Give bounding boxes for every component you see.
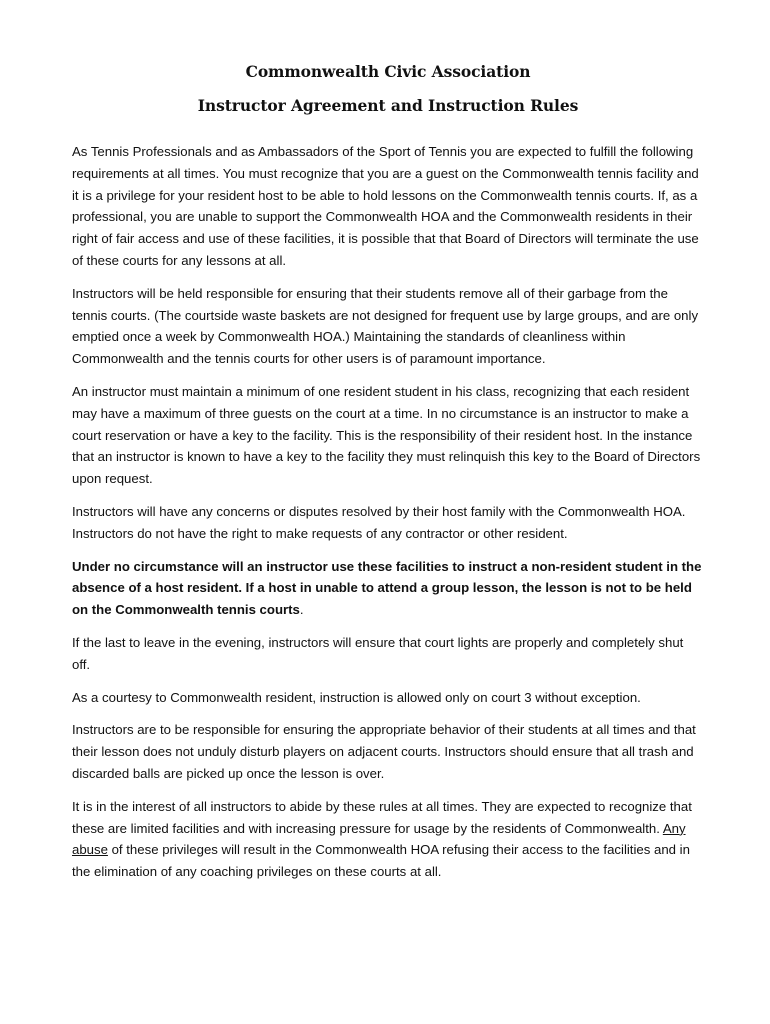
- non-resident-rule-end: .: [299, 602, 304, 618]
- document-title: Instructor Agreement and Instruction Rules: [197, 96, 579, 115]
- abide-rules-start: It is in the interest of all instructors to abide by these rules at all times. They are expected to recognize that these are limited facilities and with increasing pressure for usage by the residents of Commonwealth.: [72, 798, 692, 836]
- paragraph-behavior: Instructors are to be responsible for ensuring the appropriate behavior of their students at all times and that their lesson does not unduly disturb players on adjacent courts. Instructors should ensure that all trash and discarded balls are picked up once the lesson is over.: [72, 722, 696, 781]
- paragraph-disputes: Instructors will have any concerns or disputes resolved by their host family with the Commonwealth HOA. Instructors do not have the right to make requests of any contractor or other resident.: [72, 503, 686, 541]
- document-page: [72, 58, 704, 883]
- paragraph-garbage: Instructors will be held responsible for ensuring that their students remove all of their garbage from the tennis courts. (The courtside waste baskets are not designed for frequent use by large groups, and are only emptied once a week by Commonwealth HOA.) Maintaining the standards of cleanliness within Commonwealth and the tennis courts for other users is of paramount importance.: [72, 285, 699, 367]
- any-abuse-underlined: Any abuse: [72, 820, 686, 858]
- paragraph-court-lights: If the last to leave in the evening, instructors will ensure that court lights are properly and completely shut off.: [72, 634, 684, 672]
- non-resident-rule-bold: Under no circumstance will an instructor use these facilities to instruct a non-resident student in the absence of a host resident. If a host in unable to attend a group lesson, the lesson is not to be held on the Commonwealth tennis courts: [72, 558, 702, 618]
- paragraph-non-resident-rule: [72, 556, 704, 621]
- paragraph-intro: As Tennis Professionals and as Ambassadors of the Sport of Tennis you are expected to fulfill the following requirements at all times. You must recognize that you are a guest on the Commonwealth tennis facility and it is a privilege for your resident host to be able to hold lessons on the Commonwealth tennis courts. If, as a professional, you are unable to support the Commonwealth HOA and the Commonwealth residents in their right of fair access and use of these facilities, it is possible that that Board of Directors will terminate the use of these courts for any lessons at all.: [72, 144, 699, 268]
- paragraph-abide-rules: [72, 796, 704, 883]
- abide-rules-end: of these privileges will result in the Commonwealth HOA refusing their access to the facilities and in the elimination of any coaching privileges on these courts at all.: [72, 842, 690, 880]
- organization-title: Commonwealth Civic Association: [245, 62, 531, 81]
- paragraph-court-3: As a courtesy to Commonwealth resident, instruction is allowed only on court 3 without exception.: [72, 689, 641, 705]
- paragraph-resident-students: An instructor must maintain a minimum of one resident student in his class, recognizing that each resident may have a maximum of three guests on the court at a time. In no circumstance is an instructor to make a court reservation or have a key to the facility. This is the responsibility of their resident host. In the instance that an instructor is known to have a key to the facility they must relinquish this key to the Board of Directors upon request.: [72, 383, 701, 487]
